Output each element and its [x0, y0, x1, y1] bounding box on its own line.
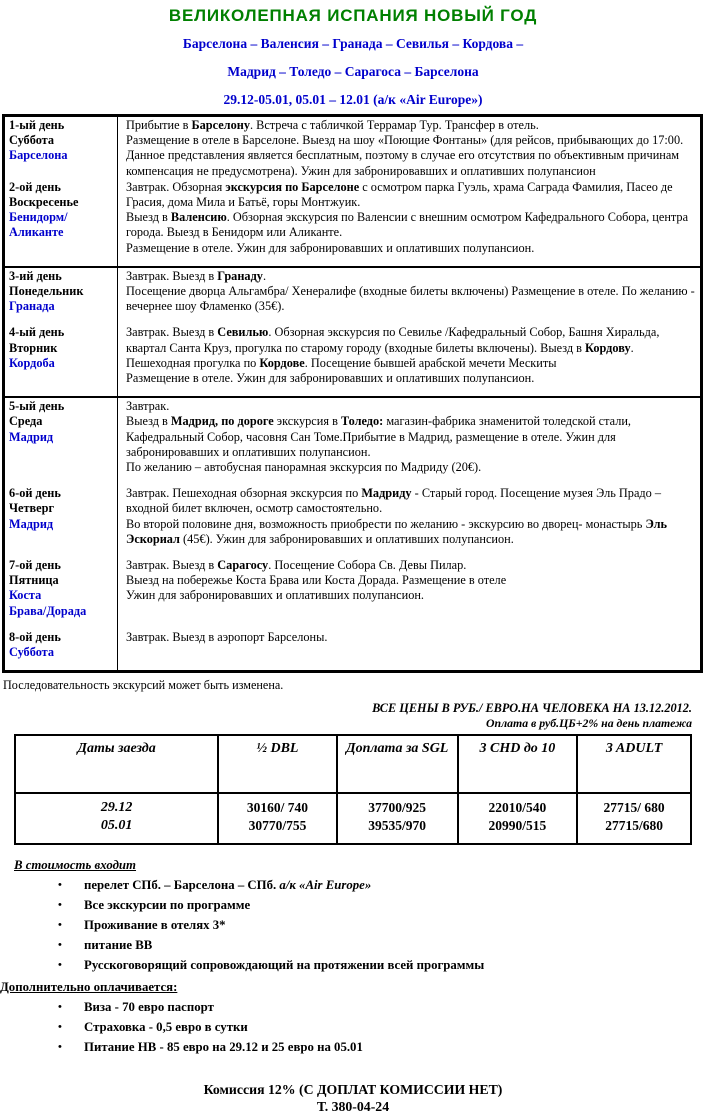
day-description-cell [118, 267, 702, 325]
day-label: Суббота [9, 133, 55, 148]
day-description-cell [118, 324, 702, 397]
day-paragraph: Завтрак. Выезд в аэропорт Барселоны. [126, 629, 328, 644]
prices-currency-note: ВСЕ ЦЕНЫ В РУБ./ ЕВРО.НА ЧЕЛОВЕКА НА 13.12.2012. [372, 701, 692, 716]
day-paragraph: Выезд на побережье Коста Брава или Коста Дорада. Размещение в отеле [126, 573, 507, 588]
bullet-item [0, 1040, 706, 1055]
bullet-icon: • [58, 899, 62, 912]
day-label: 8-ой день [9, 629, 61, 644]
day-row [4, 485, 702, 557]
day-label: 6-ой день [9, 486, 61, 501]
day-label-cell [4, 485, 118, 557]
extra-list [0, 1000, 706, 1055]
day-row [4, 179, 702, 267]
day-row [4, 267, 702, 325]
bullet-text: Виза - 70 евро паспорт [84, 1000, 214, 1015]
day-description-cell [118, 397, 702, 485]
price-table [14, 734, 692, 845]
day-row [4, 397, 702, 485]
day-label: 1-ый день [9, 118, 65, 132]
bullet-item [0, 878, 706, 893]
included-list [0, 878, 706, 973]
day-label: Вторник [9, 340, 58, 355]
included-heading: В стоимость входит [14, 858, 137, 873]
price-header-cell: Даты заезда [15, 735, 218, 793]
price-cell: 39535/970 [337, 817, 458, 844]
day-paragraph: Во второй половине дня, возможность приобрести по желанию - экскурсию во дворец- монастырь Эль Эскориал (45€). Ужин для забронировавших и оплативших полупансион. [126, 516, 668, 546]
footer [0, 1081, 706, 1115]
bullet-item [0, 1020, 706, 1035]
day-city-label: Гранада [9, 299, 55, 314]
day-paragraph: Завтрак. Выезд в Севилью. Обзорная экскурсия по Севилье /Кафедральный Собор, Башня Хиральда, квартал Санта Круз, прогулка по старому городу (входные билеты включены). Выезд в Кордову. [126, 325, 660, 355]
day-city-label: Брава/Дорада [9, 603, 87, 618]
sequence-note: Последовательность экскурсий может быть изменена. [3, 678, 284, 693]
day-paragraph: Размещение в отеле. Ужин для забронировавших и оплативших полупансион. [126, 371, 535, 386]
day-city-label: Аликанте [9, 225, 64, 240]
day-label-cell [4, 629, 118, 672]
day-city-label: Суббота [9, 645, 55, 660]
price-header-cell: ½ DBL [218, 735, 337, 793]
day-paragraph: Выезд в Мадрид, по дороге экскурсия в Толедо: магазин-фабрика знаменитой толедской стали, Кафедральный Собор, часовня Сан Томе.Прибытие в Мадрид, размещение в отеле. Ужин для забронировавших и оплативших полупансион. [126, 414, 631, 459]
bullet-icon: • [58, 879, 62, 892]
bullet-item [0, 898, 706, 913]
day-description-cell [118, 116, 702, 179]
day-city-label: Барселона [9, 148, 68, 163]
price-date-cell: 29.12 [15, 793, 218, 817]
extra-heading: Дополнительно оплачивается: [0, 980, 178, 995]
day-description-cell [118, 485, 702, 557]
day-label-cell [4, 557, 118, 629]
day-label: 3-ий день [9, 268, 62, 283]
bullet-icon: • [58, 1021, 62, 1034]
price-notes [0, 701, 706, 731]
day-description-cell [118, 557, 702, 629]
itinerary-group [4, 116, 702, 267]
dates-line: 29.12-05.01, 05.01 – 12.01 (а/к «Air Europe») [223, 92, 483, 107]
day-paragraph: Посещение дворца Альгамбра/ Хенералифе (входные билеты включены) Размещение в отеле. По желанию - вечернее шоу Фламенко (35€). [126, 284, 695, 314]
day-paragraph: Завтрак. [126, 399, 170, 414]
day-label: Пятница [9, 573, 59, 588]
route-line-2: Мадрид – Толедо – Сарагоса – Барселона [227, 64, 479, 79]
day-label-cell [4, 324, 118, 397]
day-row [4, 557, 702, 629]
day-city-label: Кордоба [9, 355, 55, 370]
day-label: 7-ой день [9, 558, 61, 573]
bullet-item [0, 1000, 706, 1015]
price-row [15, 793, 691, 817]
day-paragraph: Завтрак. Выезд в Сарагосу. Посещение Собора Св. Девы Пилар. [126, 558, 467, 573]
day-label: 5-ый день [9, 399, 65, 414]
price-date-cell: 05.01 [15, 817, 218, 844]
day-paragraph: Выезд в Валенсию. Обзорная экскурсия по Валенсии с внешним осмотром Кафедрального Собора, центра города. Выезд в Бенидорм или Аликанте. [126, 210, 689, 240]
price-header-cell: Доплата за SGL [337, 735, 458, 793]
day-label: 2-ой день [9, 179, 61, 194]
day-label-cell [4, 179, 118, 267]
route-line-1: Барселона – Валенсия – Гранада – Севилья – Кордова – [182, 36, 524, 51]
day-city-label: Мадрид [9, 516, 54, 531]
price-row [15, 817, 691, 844]
day-paragraph: Ужин для забронировавших и оплативших полупансион. [126, 588, 424, 603]
day-label-cell [4, 267, 118, 325]
day-label: Среда [9, 414, 43, 429]
day-paragraph: Завтрак. Обзорная экскурсия по Барселоне с осмотром парка Гуэль, храма Саграда Фамилия, Пасео де Грасия, дома Мила и Батьё, горы Монтжуик. [126, 179, 673, 210]
price-cell: 27715/ 680 [577, 793, 691, 817]
day-paragraph: Пешеходная прогулка по Кордове. Посещение бывшей арабской мечети Мескиты [126, 355, 557, 370]
day-description-cell [118, 179, 702, 267]
prices-payment-note: Оплата в руб.ЦБ+2% на день платежа [486, 716, 692, 731]
day-city-label: Мадрид [9, 429, 54, 444]
price-cell: 27715/680 [577, 817, 691, 844]
price-table-body [15, 793, 691, 844]
day-city-label: Коста [9, 588, 42, 603]
bullet-icon: • [58, 919, 62, 932]
bullet-text: питание BB [84, 938, 153, 953]
bullet-icon: • [58, 959, 62, 972]
page-title: ВЕЛИКОЛЕПНАЯ ИСПАНИЯ НОВЫЙ ГОД [168, 6, 538, 25]
price-header-row [15, 735, 691, 793]
price-cell: 22010/540 [458, 793, 578, 817]
day-label: Воскресенье [9, 195, 79, 210]
bullet-text: Питание HB - 85 евро на 29.12 и 25 евро на 05.01 [84, 1040, 363, 1055]
price-cell: 30770/755 [218, 817, 337, 844]
bullet-icon: • [58, 1041, 62, 1054]
itinerary-table [2, 114, 703, 673]
itinerary-group [4, 397, 702, 672]
day-label-cell [4, 397, 118, 485]
day-label: Понедельник [9, 284, 84, 299]
price-table-header [15, 735, 691, 793]
day-label: Четверг [9, 501, 55, 516]
day-row [4, 629, 702, 672]
bullet-item [0, 918, 706, 933]
day-label: 4-ый день [9, 325, 65, 340]
bullet-text: перелет СПб. – Барселона – СПб. а/к «Air Europe» [84, 878, 372, 893]
day-paragraph: Завтрак. Выезд в Гранаду. [126, 268, 267, 283]
bullet-icon: • [58, 1001, 62, 1014]
price-cell: 20990/515 [458, 817, 578, 844]
bullet-icon: • [58, 939, 62, 952]
price-header-cell: 3 ADULT [577, 735, 691, 793]
day-paragraph: Размещение в отеле в Барселоне. Выезд на шоу «Поющие Фонтаны» (для рейсов, прибывающих до 17:00. Данное представления является бесплатным, поэтому в случае его отсутствия по объективным причинам компенсация не предусмотрена). Ужин для забронировавших и оплативших полупансион [126, 133, 684, 178]
itinerary-group [4, 267, 702, 397]
day-row [4, 324, 702, 397]
price-header-cell: 3 CHD до 10 [458, 735, 578, 793]
day-label-cell [4, 116, 118, 179]
bullet-text: Русскоговорящий сопровождающий на протяжении всей программы [84, 958, 485, 973]
bullet-text: Проживание в отелях 3* [84, 918, 226, 933]
price-cell: 37700/925 [337, 793, 458, 817]
bullet-item [0, 938, 706, 953]
day-paragraph: По желанию – автобусная панорамная экскурсия по Мадриду (20€). [126, 460, 482, 475]
phone-number: Т. 380-04-24 [316, 1099, 390, 1115]
bullet-item [0, 958, 706, 973]
day-row [4, 116, 702, 179]
day-city-label: Бенидорм/ [9, 210, 68, 225]
day-paragraph: Прибытие в Барселону. Встреча с табличкой Террамар Тур. Трансфер в отель. [126, 118, 539, 132]
day-paragraph: Размещение в отеле. Ужин для забронировавших и оплативших полупансион. [126, 240, 535, 255]
bullet-text: Все экскурсии по программе [84, 898, 251, 913]
day-paragraph: Завтрак. Пешеходная обзорная экскурсия по Мадриду - Старый город. Посещение музея Эль Прадо – входной билет включен, осмотр самостоятельно. [126, 486, 662, 516]
bullet-text: Страховка - 0,5 евро в сутки [84, 1020, 248, 1035]
price-cell: 30160/ 740 [218, 793, 337, 817]
day-description-cell [118, 629, 702, 672]
commission-note: Комиссия 12% (С ДОПЛАТ КОМИССИИ НЕТ) [203, 1082, 503, 1098]
